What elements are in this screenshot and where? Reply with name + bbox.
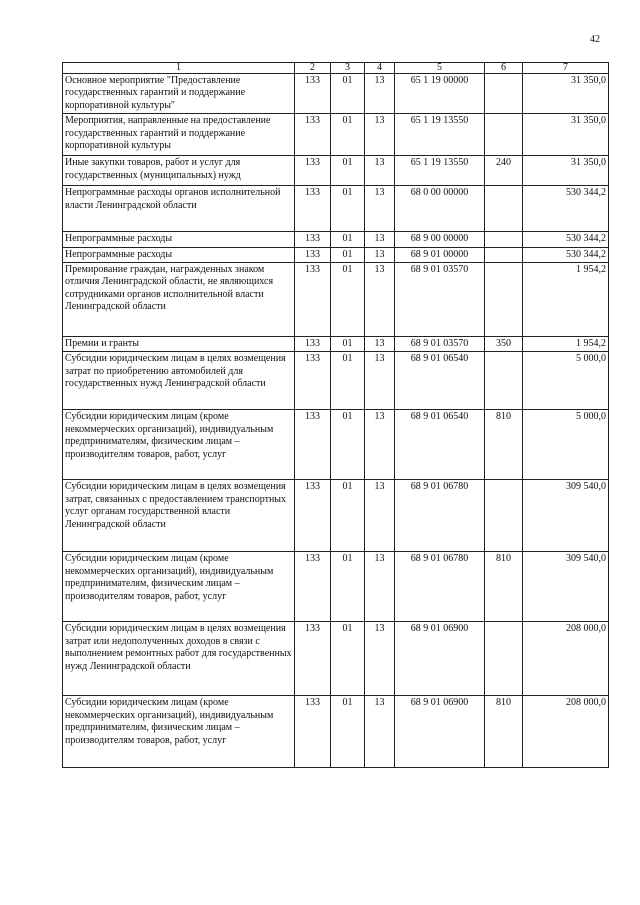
- row-name: Субсидии юридическим лицам в целях возмещения затрат или недополученных доходов в связи с выполнением ремонтных работ для государственных нужд Ленинградской области: [63, 622, 295, 696]
- cell-col2: 133: [295, 247, 331, 262]
- table-row: [63, 263, 609, 337]
- col-header-6: 6: [485, 63, 523, 74]
- cell-col2: 133: [295, 552, 331, 622]
- cell-col3: 01: [331, 352, 365, 410]
- cell-col7: 5 000,0: [523, 352, 609, 410]
- table-row: [63, 622, 609, 696]
- cell-col7: 530 344,2: [523, 186, 609, 232]
- cell-col5: 68 9 01 06780: [395, 552, 485, 622]
- cell-col4: 13: [365, 247, 395, 262]
- row-name: Субсидии юридическим лицам (кроме некоммерческих организаций), индивидуальным предпринимателям, физическим лицам – производителям товаров, работ, услуг: [63, 410, 295, 480]
- cell-col6: [485, 480, 523, 552]
- row-name: Непрограммные расходы органов исполнительной власти Ленинградской области: [63, 186, 295, 232]
- cell-col4: 13: [365, 114, 395, 156]
- cell-col7: 530 344,2: [523, 232, 609, 247]
- table-row: [63, 410, 609, 480]
- cell-col7: 5 000,0: [523, 410, 609, 480]
- cell-col2: 133: [295, 480, 331, 552]
- cell-col2: 133: [295, 696, 331, 768]
- cell-col3: 01: [331, 410, 365, 480]
- row-name: Иные закупки товаров, работ и услуг для государственных (муниципальных) нужд: [63, 156, 295, 186]
- cell-col4: 13: [365, 622, 395, 696]
- cell-col7: 208 000,0: [523, 696, 609, 768]
- cell-col3: 01: [331, 622, 365, 696]
- cell-col2: 133: [295, 74, 331, 114]
- cell-col6: [485, 622, 523, 696]
- row-name: Субсидии юридическим лицам в целях возмещения затрат по приобретению автомобилей для государственных нужд Ленинградской области: [63, 352, 295, 410]
- cell-col5: 68 9 01 03570: [395, 263, 485, 337]
- row-name: Непрограммные расходы: [63, 247, 295, 262]
- cell-col6: [485, 247, 523, 262]
- cell-col5: 68 9 01 06900: [395, 696, 485, 768]
- cell-col3: 01: [331, 114, 365, 156]
- cell-col6: 810: [485, 410, 523, 480]
- cell-col4: 13: [365, 74, 395, 114]
- cell-col4: 13: [365, 337, 395, 352]
- col-header-5: 5: [395, 63, 485, 74]
- table-row: [63, 232, 609, 247]
- cell-col3: 01: [331, 232, 365, 247]
- row-name: Основное мероприятие "Предоставление государственных гарантий и поддержание корпоративной культуры": [63, 74, 295, 114]
- cell-col5: 68 0 00 00000: [395, 186, 485, 232]
- header-row: [63, 63, 609, 74]
- cell-col5: 68 9 01 06540: [395, 352, 485, 410]
- cell-col6: 350: [485, 337, 523, 352]
- cell-col6: [485, 352, 523, 410]
- cell-col3: 01: [331, 263, 365, 337]
- cell-col6: [485, 232, 523, 247]
- cell-col6: 810: [485, 696, 523, 768]
- cell-col5: 68 9 01 06900: [395, 622, 485, 696]
- row-name: Субсидии юридическим лицам в целях возмещения затрат, связанных с предоставлением транспортных услуг органам государственной власти Ленинградской области: [63, 480, 295, 552]
- cell-col6: [485, 186, 523, 232]
- cell-col2: 133: [295, 337, 331, 352]
- table-row: [63, 186, 609, 232]
- cell-col4: 13: [365, 696, 395, 768]
- cell-col2: 133: [295, 114, 331, 156]
- cell-col7: 31 350,0: [523, 156, 609, 186]
- table-row: [63, 696, 609, 768]
- cell-col3: 01: [331, 186, 365, 232]
- cell-col7: 1 954,2: [523, 263, 609, 337]
- col-header-3: 3: [331, 63, 365, 74]
- cell-col3: 01: [331, 696, 365, 768]
- cell-col7: 530 344,2: [523, 247, 609, 262]
- cell-col7: 208 000,0: [523, 622, 609, 696]
- table-row: [63, 480, 609, 552]
- cell-col7: 31 350,0: [523, 74, 609, 114]
- cell-col7: 309 540,0: [523, 480, 609, 552]
- table-row: [63, 74, 609, 114]
- col-header-7: 7: [523, 63, 609, 74]
- cell-col2: 133: [295, 622, 331, 696]
- cell-col4: 13: [365, 352, 395, 410]
- row-name: Премирование граждан, награжденных знаком отличия Ленинградской области, не являющихся сотрудниками органов исполнительной власти Ленинградской области: [63, 263, 295, 337]
- row-name: Субсидии юридическим лицам (кроме некоммерческих организаций), индивидуальным предпринимателям, физическим лицам – производителям товаров, работ, услуг: [63, 696, 295, 768]
- cell-col3: 01: [331, 156, 365, 186]
- cell-col2: 133: [295, 186, 331, 232]
- page-number: 42: [590, 34, 600, 45]
- cell-col2: 133: [295, 232, 331, 247]
- cell-col3: 01: [331, 480, 365, 552]
- cell-col4: 13: [365, 410, 395, 480]
- cell-col5: 68 9 01 03570: [395, 337, 485, 352]
- cell-col4: 13: [365, 480, 395, 552]
- table-row: [63, 247, 609, 262]
- cell-col2: 133: [295, 352, 331, 410]
- cell-col5: 68 9 00 00000: [395, 232, 485, 247]
- col-header-1: 1: [63, 63, 295, 74]
- row-name: Непрограммные расходы: [63, 232, 295, 247]
- row-name: Мероприятия, направленные на предоставление государственных гарантий и поддержание корпоративной культуры: [63, 114, 295, 156]
- row-name: Субсидии юридическим лицам (кроме некоммерческих организаций), индивидуальным предпринимателям, физическим лицам – производителям товаров, работ, услуг: [63, 552, 295, 622]
- cell-col5: 68 9 01 06540: [395, 410, 485, 480]
- cell-col2: 133: [295, 410, 331, 480]
- cell-col4: 13: [365, 186, 395, 232]
- col-header-2: 2: [295, 63, 331, 74]
- cell-col3: 01: [331, 337, 365, 352]
- cell-col6: [485, 74, 523, 114]
- cell-col4: 13: [365, 156, 395, 186]
- cell-col2: 133: [295, 263, 331, 337]
- cell-col4: 13: [365, 232, 395, 247]
- cell-col6: 240: [485, 156, 523, 186]
- cell-col5: 68 9 01 00000: [395, 247, 485, 262]
- cell-col7: 1 954,2: [523, 337, 609, 352]
- cell-col7: 31 350,0: [523, 114, 609, 156]
- budget-table: [62, 62, 609, 768]
- table-row: [63, 352, 609, 410]
- cell-col5: 68 9 01 06780: [395, 480, 485, 552]
- cell-col5: 65 1 19 13550: [395, 114, 485, 156]
- cell-col2: 133: [295, 156, 331, 186]
- cell-col6: [485, 263, 523, 337]
- cell-col5: 65 1 19 00000: [395, 74, 485, 114]
- table-row: [63, 552, 609, 622]
- cell-col7: 309 540,0: [523, 552, 609, 622]
- row-name: Премии и гранты: [63, 337, 295, 352]
- table-row: [63, 337, 609, 352]
- table-row: [63, 114, 609, 156]
- cell-col6: [485, 114, 523, 156]
- cell-col6: 810: [485, 552, 523, 622]
- cell-col3: 01: [331, 247, 365, 262]
- col-header-4: 4: [365, 63, 395, 74]
- table-row: [63, 156, 609, 186]
- cell-col5: 65 1 19 13550: [395, 156, 485, 186]
- cell-col4: 13: [365, 263, 395, 337]
- cell-col3: 01: [331, 74, 365, 114]
- cell-col4: 13: [365, 552, 395, 622]
- cell-col3: 01: [331, 552, 365, 622]
